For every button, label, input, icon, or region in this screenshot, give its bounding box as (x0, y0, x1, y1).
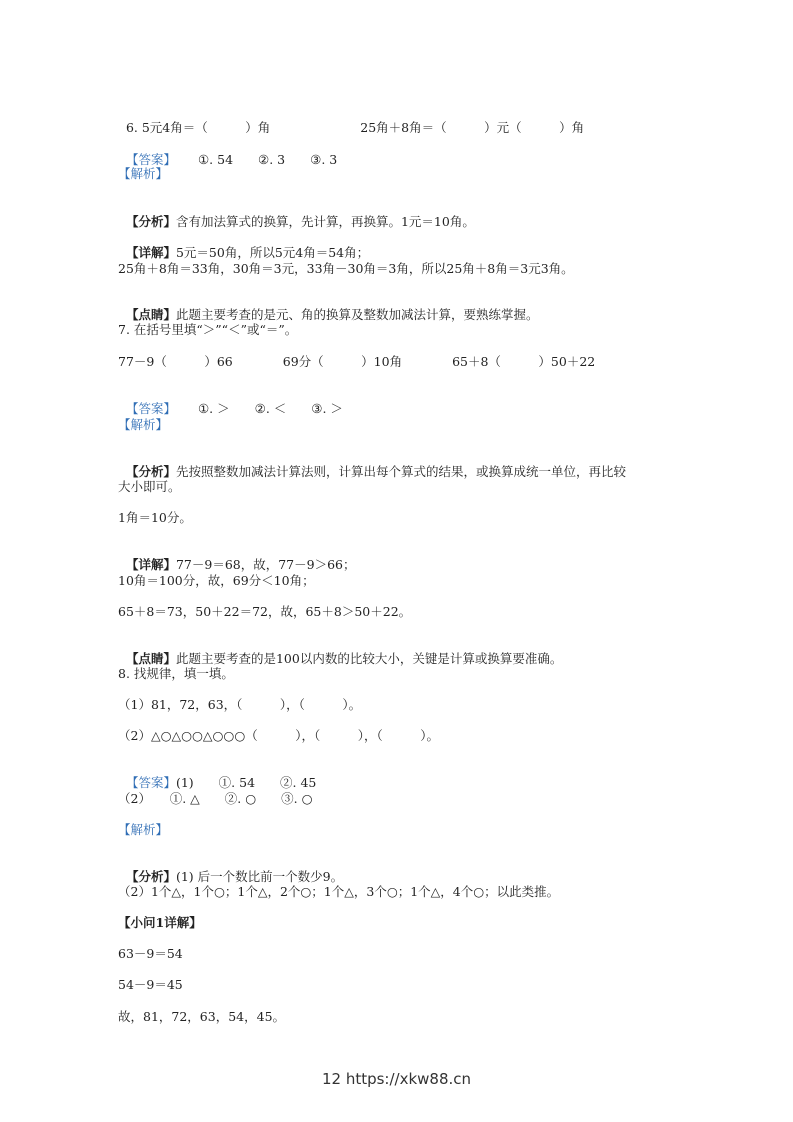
q7-dianjing: 此题主要考查的是100以内数的比较大小，关键是计算或换算要准确。 (175, 651, 563, 666)
q7-answer-row (118, 385, 343, 417)
q6-answer: ①. 54 ②. 3 ③. 3 (197, 152, 338, 167)
q7-analysis-tag: 【解析】 (118, 417, 169, 432)
q8-answer-1: (1) ①. 54 ②. 45 (175, 775, 317, 790)
fenxi-tag: 【分析】 (125, 214, 176, 229)
answer-tag: 【答案】 (125, 775, 176, 790)
q8-analysis-tag: 【解析】 (118, 822, 169, 837)
q6-fenxi: 含有加法算式的换算，先计算，再换算。1元＝10角。 (175, 214, 475, 229)
q7-xiangjie-row (118, 541, 356, 573)
answer-tag: 【答案】 (125, 401, 176, 416)
q8-fenxi-1: (1) 后一个数比前一个数少9。 (175, 869, 344, 884)
q7-answer: ①. ＞ ②. ＜ ③. ＞ (197, 401, 343, 416)
q8-sub1-tag: 【小问1详解】 (118, 915, 202, 930)
q8-calc-2: 54－9＝45 (118, 977, 183, 992)
q6-answer-row (118, 136, 337, 168)
q6-part1: 6. 5元4角＝（ ）角 (125, 120, 271, 135)
dianjing-tag: 【点睛】 (125, 651, 176, 666)
q8-fenxi-2: （2）1个△，1个○；1个△，2个○；1个△，3个○；1个△，4个○；以此类推。 (118, 884, 560, 899)
fenxi-tag: 【分析】 (125, 869, 176, 884)
q8-answer-row (118, 759, 316, 791)
answer-tag: 【答案】 (125, 152, 176, 167)
q6-dianjing-row (118, 291, 538, 323)
q6-fenxi-row (118, 198, 475, 230)
page-footer: 12 https://xkw88.cn (321, 1070, 472, 1088)
q8-conclusion: 故，81，72，63，54，45。 (118, 1009, 286, 1024)
q7-fenxi-3: 1角＝10分。 (118, 510, 192, 525)
q6-question (118, 104, 584, 136)
fenxi-tag: 【分析】 (125, 464, 176, 479)
q7-xiangjie-2: 10角＝100分，故，69分＜10角； (118, 573, 315, 588)
q7-fenxi-1: 先按照整数加减法计算法则，计算出每个算式的结果，或换算成统一单位，再比较 (175, 464, 626, 479)
q8-title: 8. 找规律，填一填。 (118, 666, 234, 681)
q7-xiangjie-3: 65＋8＝73，50＋22＝72，故，65＋8＞50＋22。 (118, 604, 412, 619)
q8-item-2: （2）△○△○○△○○○（ ），（ ），（ ）。 (118, 728, 439, 743)
q6-part2: 25角＋8角＝（ ）元（ ）角 (360, 120, 585, 135)
q6-xiangjie-2: 25角＋8角＝33角，30角＝3元，33角－30角＝3角，所以25角＋8角＝3元3角。 (118, 261, 574, 276)
q6-dianjing: 此题主要考查的是元、角的换算及整数加减法计算，要熟练掌握。 (175, 307, 539, 322)
q6-xiangjie-1: 5元＝50角，所以5元4角＝54角； (175, 245, 370, 260)
q6-analysis-tag: 【解析】 (118, 166, 169, 181)
q7-items: 77－9（ ）66 69分（ ）10角 65＋8（ ）50＋22 (118, 354, 596, 369)
q8-answer-2: （2） ①. △ ②. ○ ③. ○ (118, 791, 313, 806)
q8-item-1: （1）81，72，63，（ ），（ ）。 (118, 697, 362, 712)
q7-fenxi-2: 大小即可。 (118, 479, 181, 494)
q6-xiangjie-row (118, 229, 369, 261)
xiangjie-tag: 【详解】 (125, 557, 176, 572)
q7-dianjing-row (118, 635, 562, 667)
q7-fenxi-row (118, 448, 626, 480)
q8-calc-1: 63－9＝54 (118, 946, 183, 961)
q8-fenxi-row (118, 853, 343, 885)
q7-title: 7. 在括号里填“＞”“＜”或“＝”。 (118, 322, 298, 337)
dianjing-tag: 【点睛】 (125, 307, 176, 322)
xiangjie-tag: 【详解】 (125, 245, 176, 260)
q7-xiangjie-1: 77－9＝68，故，77－9＞66； (175, 557, 356, 572)
